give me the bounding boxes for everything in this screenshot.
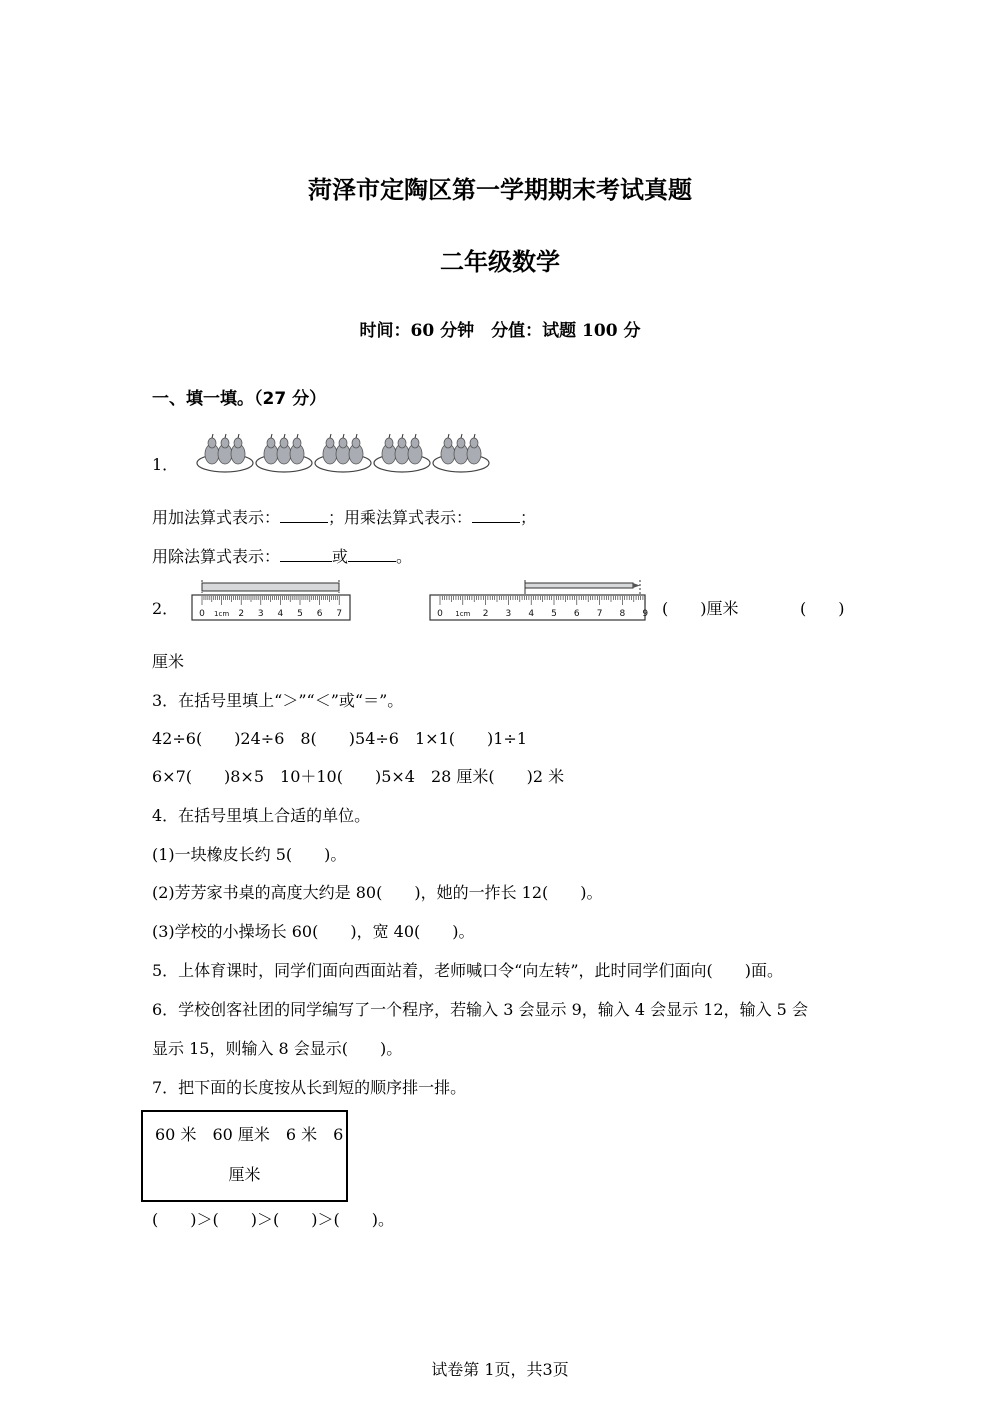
page-footer: 试卷第 1页，共3页 <box>431 1360 569 1379</box>
pear-plate <box>197 434 253 472</box>
answer-blank[interactable] <box>280 547 332 562</box>
question-1-line-1 <box>152 505 536 528</box>
question-7-prompt: 7．把下面的长度按从长到短的顺序排一排。 <box>152 1078 467 1097</box>
lengths-box-line-2: 厘米 <box>228 1165 261 1184</box>
ruler-label: 6 <box>316 609 323 619</box>
ruler-label: 3 <box>257 609 264 619</box>
ruler-2-unit: 厘米 <box>152 652 185 671</box>
addition-label: 用加法算式表示： <box>152 508 281 527</box>
question-5: 5．上体育课时，同学们面向西面站着，老师喊口令“向左转”，此时同学们面向( )面。 <box>152 961 784 980</box>
multiplication-label: ；用乘法算式表示： <box>328 508 473 527</box>
or-label: 或 <box>332 547 349 566</box>
answer-blank[interactable] <box>348 547 396 562</box>
page-subtitle: 二年级数学 <box>440 248 560 276</box>
ruler-label: 5 <box>551 609 557 619</box>
ruler-label: 0 <box>437 609 443 619</box>
question-3-line-2: 6×7( )8×5 10＋10( )5×4 28 厘米( )2 米 <box>152 767 565 786</box>
exam-meta: 时间：60 分钟 分值：试题 100 分 <box>359 321 641 341</box>
answer-blank[interactable] <box>472 508 520 523</box>
ruler-label: 3 <box>505 609 512 619</box>
ruler-label: 5 <box>297 609 303 619</box>
question-4-item-3: (3)学校的小操场长 60( )，宽 40( )。 <box>152 922 475 941</box>
ruler-label: 7 <box>336 609 343 619</box>
division-label: 用除法算式表示： <box>152 547 281 566</box>
ruler-label: 9 <box>642 609 649 619</box>
ruler-label: 1cm <box>455 610 471 618</box>
ruler-label: 2 <box>238 609 245 619</box>
pear-plate <box>315 434 371 472</box>
question-1-line-2 <box>152 544 412 567</box>
question-3-prompt: 3．在括号里填上“＞”“＜”或“＝”。 <box>152 691 404 710</box>
ruler-label: 1cm <box>214 610 230 618</box>
lengths-box-line-1: 60 米 60 厘米 6 米 6 <box>155 1125 344 1144</box>
question-4-item-2: (2)芳芳家书桌的高度大约是 80( )，她的一拃长 12( )。 <box>152 883 603 902</box>
ruler-label: 2 <box>482 609 489 619</box>
question-4-prompt: 4．在括号里填上合适的单位。 <box>152 806 371 825</box>
ruler-1-answer: ( )厘米 <box>662 599 739 618</box>
page-title: 菏泽市定陶区第一学期期末考试真题 <box>308 176 692 204</box>
question-1-number: 1． <box>152 455 179 474</box>
answer-blank[interactable] <box>280 508 328 523</box>
ruler-label: 7 <box>596 609 603 619</box>
ruler-label: 4 <box>277 609 284 619</box>
ruler-2-answer: ( ) <box>800 599 845 618</box>
pear-plate <box>374 434 430 472</box>
ruler-label: 8 <box>619 609 626 619</box>
pear-plate <box>433 434 489 472</box>
line-end: 。 <box>396 547 413 566</box>
pears-image <box>195 430 495 478</box>
ruler-label: 0 <box>199 609 205 619</box>
question-7-answer: ( )＞( )＞( )＞( )。 <box>152 1210 394 1229</box>
question-2-number: 2． <box>152 599 179 618</box>
question-3-line-1: 42÷6( )24÷6 8( )54÷6 1×1( )1÷1 <box>152 729 528 748</box>
line-end: ； <box>520 508 537 527</box>
ruler-2-image <box>428 574 650 622</box>
ruler-label: 6 <box>573 609 580 619</box>
lengths-box <box>141 1110 348 1202</box>
question-4-item-1: (1)一块橡皮长约 5( )。 <box>152 845 347 864</box>
question-6-line-2: 显示 15，则输入 8 会显示( )。 <box>152 1039 403 1058</box>
ruler-1-image <box>190 578 355 622</box>
section-heading: 一、填一填。（27 分） <box>152 389 327 409</box>
ruler-label: 4 <box>528 609 535 619</box>
pear-plate <box>256 434 312 472</box>
question-6-line-1: 6．学校创客社团的同学编写了一个程序，若输入 3 会显示 9，输入 4 会显示 12，输入 5 会 <box>152 1000 808 1019</box>
